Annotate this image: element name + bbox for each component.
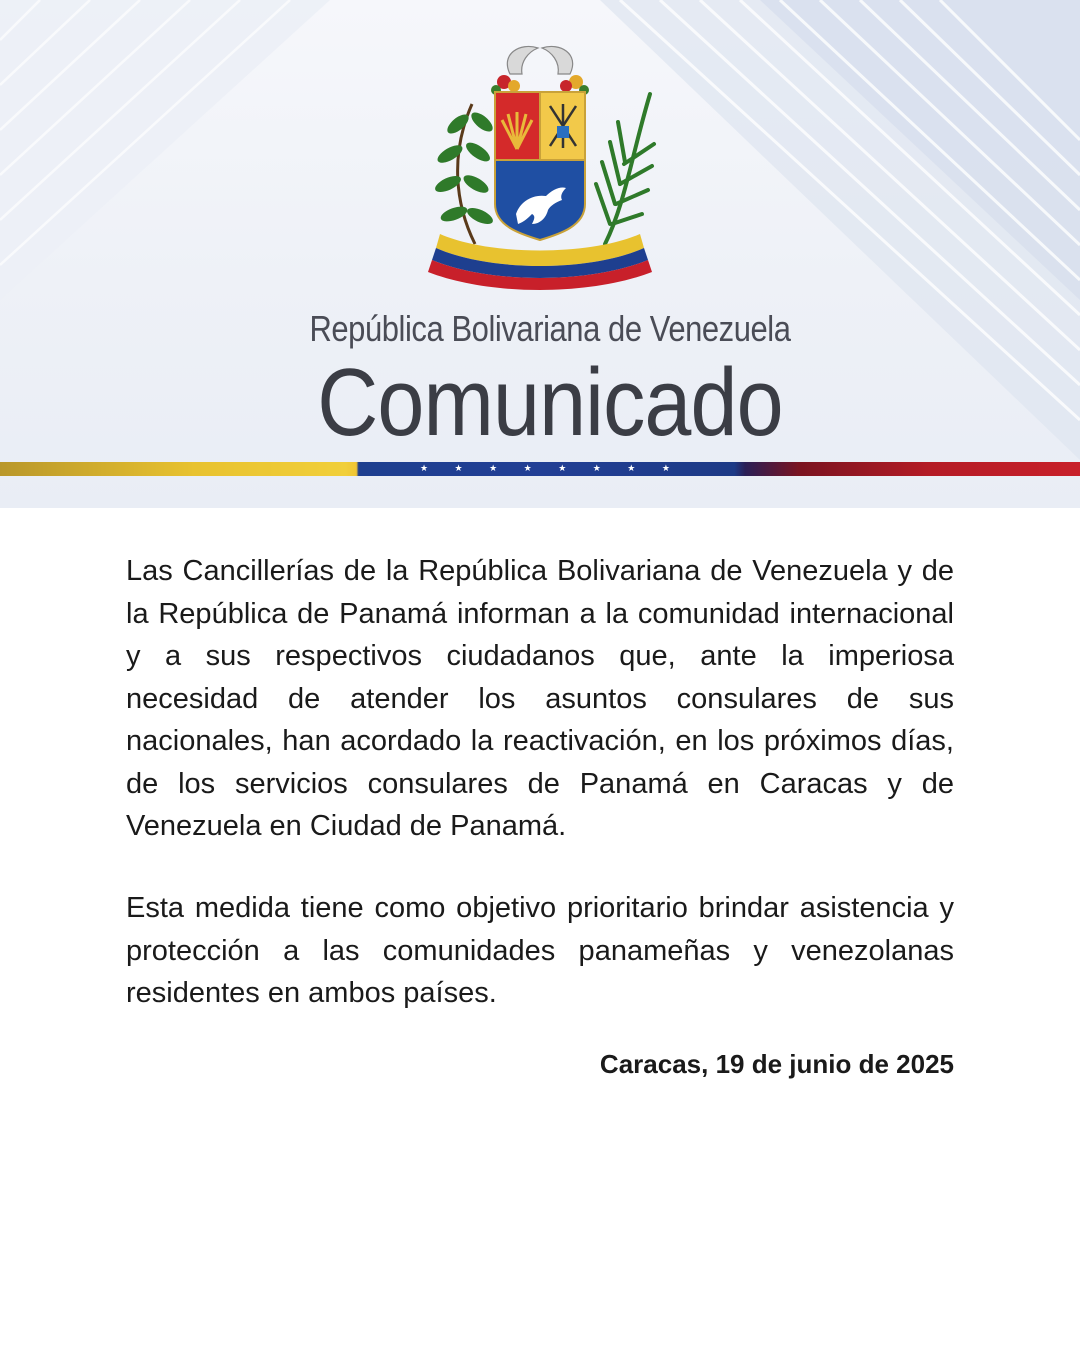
star-icon: ★ (489, 463, 498, 473)
page-title: Comunicado (317, 349, 783, 456)
star-icon: ★ (627, 463, 636, 473)
cornucopias (491, 46, 589, 95)
flag-stars (420, 461, 670, 475)
coat-of-arms-icon (420, 34, 660, 304)
palm-branch (596, 94, 654, 244)
olive-branch (433, 104, 496, 244)
header-banner (0, 0, 1080, 508)
statement-paragraph-2: Esta medida tiene como objetivo prioritario brindar asistencia y protección a las comunidades panameñas y venezolanas residentes en ambos países. (126, 892, 954, 1009)
ribbon (428, 234, 652, 290)
place-and-date: Caracas, 19 de junio de 2025 (599, 1049, 954, 1079)
star-icon: ★ (592, 463, 601, 473)
star-icon: ★ (661, 463, 670, 473)
star-icon: ★ (454, 463, 463, 473)
star-icon: ★ (523, 463, 532, 473)
statement-paragraph-1: Las Cancillerías de la República Bolivariana de Venezuela y de la República de Panamá informan a la comunidad internacional y a sus respectivos ciudadanos que, ante la imperiosa necesidad de atender los asuntos consulares de sus nacionales, han acordado la reactivación, en los próximos días, de los servicios consulares de Panamá en Caracas y de Venezuela en Ciudad de Panamá. (126, 555, 954, 842)
star-icon: ★ (558, 463, 567, 473)
country-name: República Bolivariana de Venezuela (309, 308, 791, 349)
star-icon: ★ (420, 463, 429, 473)
shield (495, 92, 585, 240)
